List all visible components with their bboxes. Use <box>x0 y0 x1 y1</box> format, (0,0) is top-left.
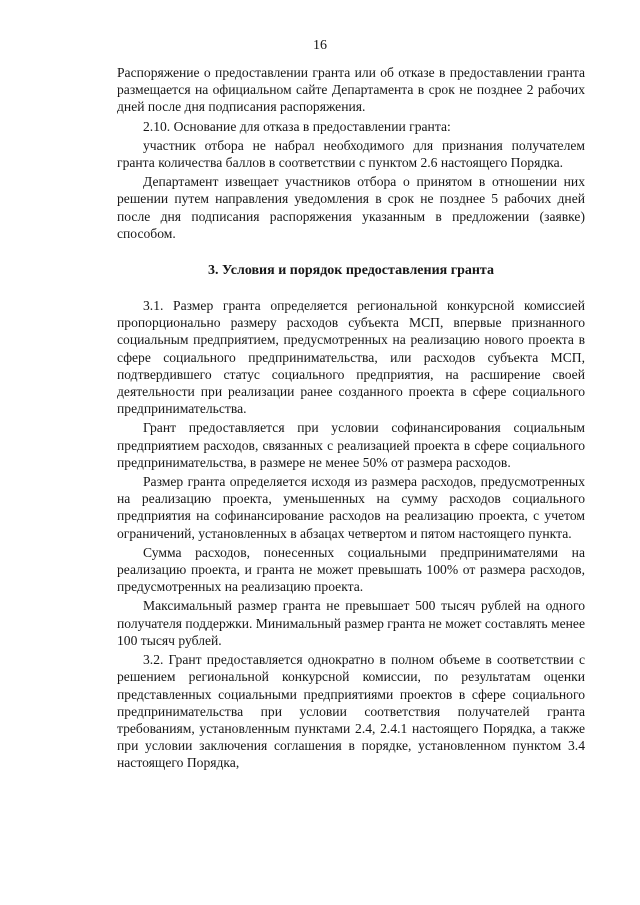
document-body <box>117 64 585 772</box>
paragraph-max-min-grant: Максимальный размер гранта не превышает 500 тысяч рублей на одного получателя поддержки. Минимальный размер гранта не может составлять менее 100 тысяч рублей. <box>117 598 585 648</box>
paragraph-notification: Департамент извещает участников отбора о принятом в отношении них решении путем направления уведомления в срок не позднее 5 рабочих дней после дня подписания распоряжения указанным в предложении (заявке) способом. <box>117 174 585 241</box>
page-number: 16 <box>313 38 327 53</box>
section-heading: 3. Условия и порядок предоставления гранта <box>208 263 494 279</box>
paragraph-cofinancing: Грант предоставляется при условии софинансирования социальным предприятием расходов, связанных с реализацией проекта в сфере социального предпринимательства, в размере не менее 50% от размера расходов. <box>117 420 585 470</box>
paragraph-grant-decision-publication: Распоряжение о предоставлении гранта или об отказе в предоставлении гранта размещается на официальном сайте Департамента в срок не позднее 2 рабочих дней после дня подписания распоряжения. <box>117 65 585 115</box>
paragraph-3-2-one-time-grant: 3.2. Грант предоставляется однократно в полном объеме в соответствии с решением региональной конкурсной комиссии, по результатам оценки представленных социальными предприятиями проектов в сфере социального предпринимательства при условии соответствия получателей гранта требованиям, установленным пунктами 2.4, 2.4.1 настоящего Порядка, а также при условии заключения соглашения в порядке, установленном пунктом 3.4 настоящего Порядка, <box>117 652 585 771</box>
paragraph-3-1-grant-size: 3.1. Размер гранта определяется региональной конкурсной комиссией пропорционально размеру расходов субъекта МСП, впервые признанного социальным предприятием, предусмотренных на реализацию нового проекта в сфере социального предпринимательства, или расходов субъекта МСП, подтвердившего статус социального предприятия, на расширение своей деятельности при реализации ранее созданного проекта в сфере социального предпринимательства. <box>117 298 585 417</box>
paragraph-grant-calculation: Размер гранта определяется исходя из размера расходов, предусмотренных на реализацию проекта, уменьшенных на сумму расходов социального предприятия на софинансирование расходов на реализацию проекта, с учетом ограничений, установленных в абзацах четвертом и пятом настоящего пункта. <box>117 474 585 541</box>
paragraph-expense-limit: Сумма расходов, понесенных социальными предпринимателями на реализацию проекта, и гранта не может превышать 100% от размера расходов, предусмотренных на реализацию проекта. <box>117 544 585 595</box>
paragraph-2-10-refusal-basis: 2.10. Основание для отказа в предоставлении гранта: <box>143 118 451 134</box>
paragraph-refusal-reason: участник отбора не набрал необходимого для признания получателем гранта количества баллов в соответствии с пунктом 2.6 настоящего Порядка. <box>117 137 585 171</box>
